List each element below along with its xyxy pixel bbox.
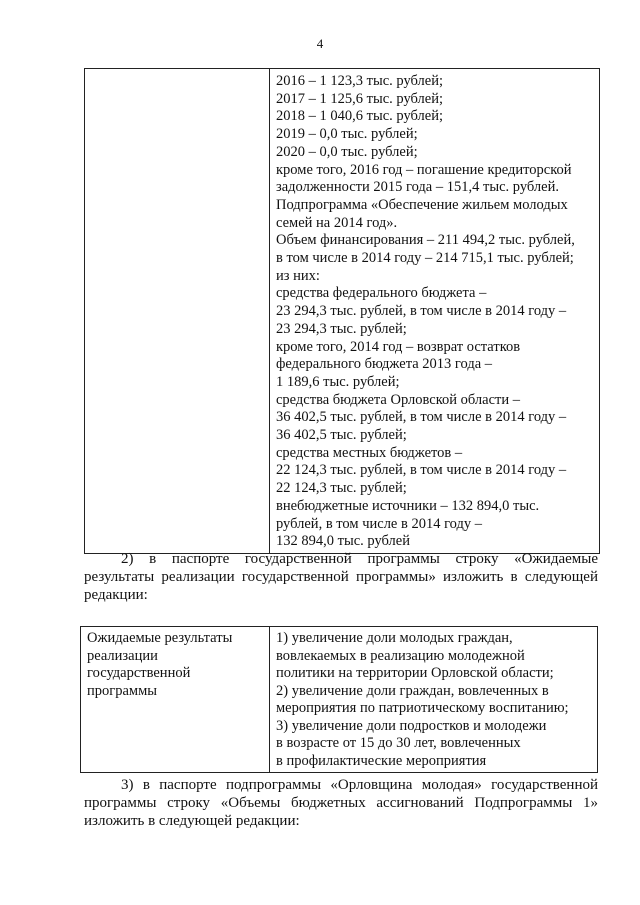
funding-table xyxy=(84,68,600,554)
funding-line: 2020 – 0,0 тыс. рублей; xyxy=(276,143,418,160)
funding-line: 23 294,3 тыс. рублей, в том числе в 2014 году – xyxy=(276,303,567,320)
result-line: в возрасте от 15 до 30 лет, вовлеченных xyxy=(276,735,521,751)
funding-table-left-cell xyxy=(85,69,270,554)
funding-line: 22 124,3 тыс. рублей; xyxy=(276,480,407,497)
funding-line: Объем финансирования – 211 494,2 тыс. рублей, xyxy=(276,232,575,249)
funding-line: 2016 – 1 123,3 тыс. рублей; xyxy=(276,73,443,89)
expected-results-table xyxy=(80,626,598,773)
funding-line: 132 894,0 тыс. рублей xyxy=(276,533,410,550)
funding-line: Подпрограмма «Обеспечение жильем молодых xyxy=(276,196,568,213)
funding-line: кроме того, 2014 год – возврат остатков xyxy=(276,338,521,355)
funding-line: кроме того, 2016 год – погашение кредиторской xyxy=(276,161,572,178)
result-line: в профилактические мероприятия xyxy=(276,752,487,769)
funding-line: средства федерального бюджета – xyxy=(276,285,487,302)
label-line: программы xyxy=(87,682,157,699)
funding-line: 2019 – 0,0 тыс. рублей; xyxy=(276,126,418,143)
expected-results-value-cell xyxy=(270,627,598,773)
funding-table-right-cell xyxy=(270,69,600,554)
label-line: государственной xyxy=(87,665,191,681)
paragraph-2: 2) в паспорте государственной программы строку «Ожидаемые результаты реализации государственной программы» изложить в следующей редакции: xyxy=(84,551,598,603)
funding-line: семей на 2014 год». xyxy=(276,214,398,231)
funding-line: федерального бюджета 2013 года – xyxy=(276,356,493,373)
label-line: Ожидаемые результаты xyxy=(87,630,233,646)
funding-line: в том числе в 2014 году – 214 715,1 тыс. рублей; xyxy=(276,250,574,267)
result-line: 3) увеличение доли подростков и молодежи xyxy=(276,717,547,734)
funding-line: 2018 – 1 040,6 тыс. рублей; xyxy=(276,108,443,125)
funding-line: средства местных бюджетов – xyxy=(276,444,463,461)
paragraph-3: 3) в паспорте подпрограммы «Орловщина молодая» государственной программы строку «Объемы бюджетных ассигнований Подпрограммы 1» изложить в следующей редакции: xyxy=(84,777,598,829)
funding-line: 2017 – 1 125,6 тыс. рублей; xyxy=(276,90,443,107)
page-number: 4 xyxy=(316,36,324,51)
funding-line: средства бюджета Орловской области – xyxy=(276,391,520,408)
funding-line: задолженности 2015 года – 151,4 тыс. рублей. xyxy=(276,179,559,196)
funding-line: из них: xyxy=(276,267,320,284)
funding-line: 36 402,5 тыс. рублей; xyxy=(276,427,407,444)
result-line: 2) увеличение доли граждан, вовлеченных в xyxy=(276,682,549,699)
funding-line: 1 189,6 тыс. рублей; xyxy=(276,373,400,390)
funding-line: 22 124,3 тыс. рублей, в том числе в 2014 году – xyxy=(276,462,567,479)
funding-line: внебюджетные источники – 132 894,0 тыс. xyxy=(276,497,540,514)
result-line: вовлекаемых в реализацию молодежной xyxy=(276,647,525,664)
funding-line: 36 402,5 тыс. рублей, в том числе в 2014 году – xyxy=(276,409,567,426)
result-line: 1) увеличение доли молодых граждан, xyxy=(276,630,513,646)
result-line: политики на территории Орловской области; xyxy=(276,665,554,681)
expected-results-label-cell xyxy=(81,627,270,773)
label-line: реализации xyxy=(87,647,158,664)
result-line: мероприятия по патриотическому воспитанию; xyxy=(276,700,569,716)
funding-line: 23 294,3 тыс. рублей; xyxy=(276,320,407,337)
funding-line: рублей, в том числе в 2014 году – xyxy=(276,515,483,532)
